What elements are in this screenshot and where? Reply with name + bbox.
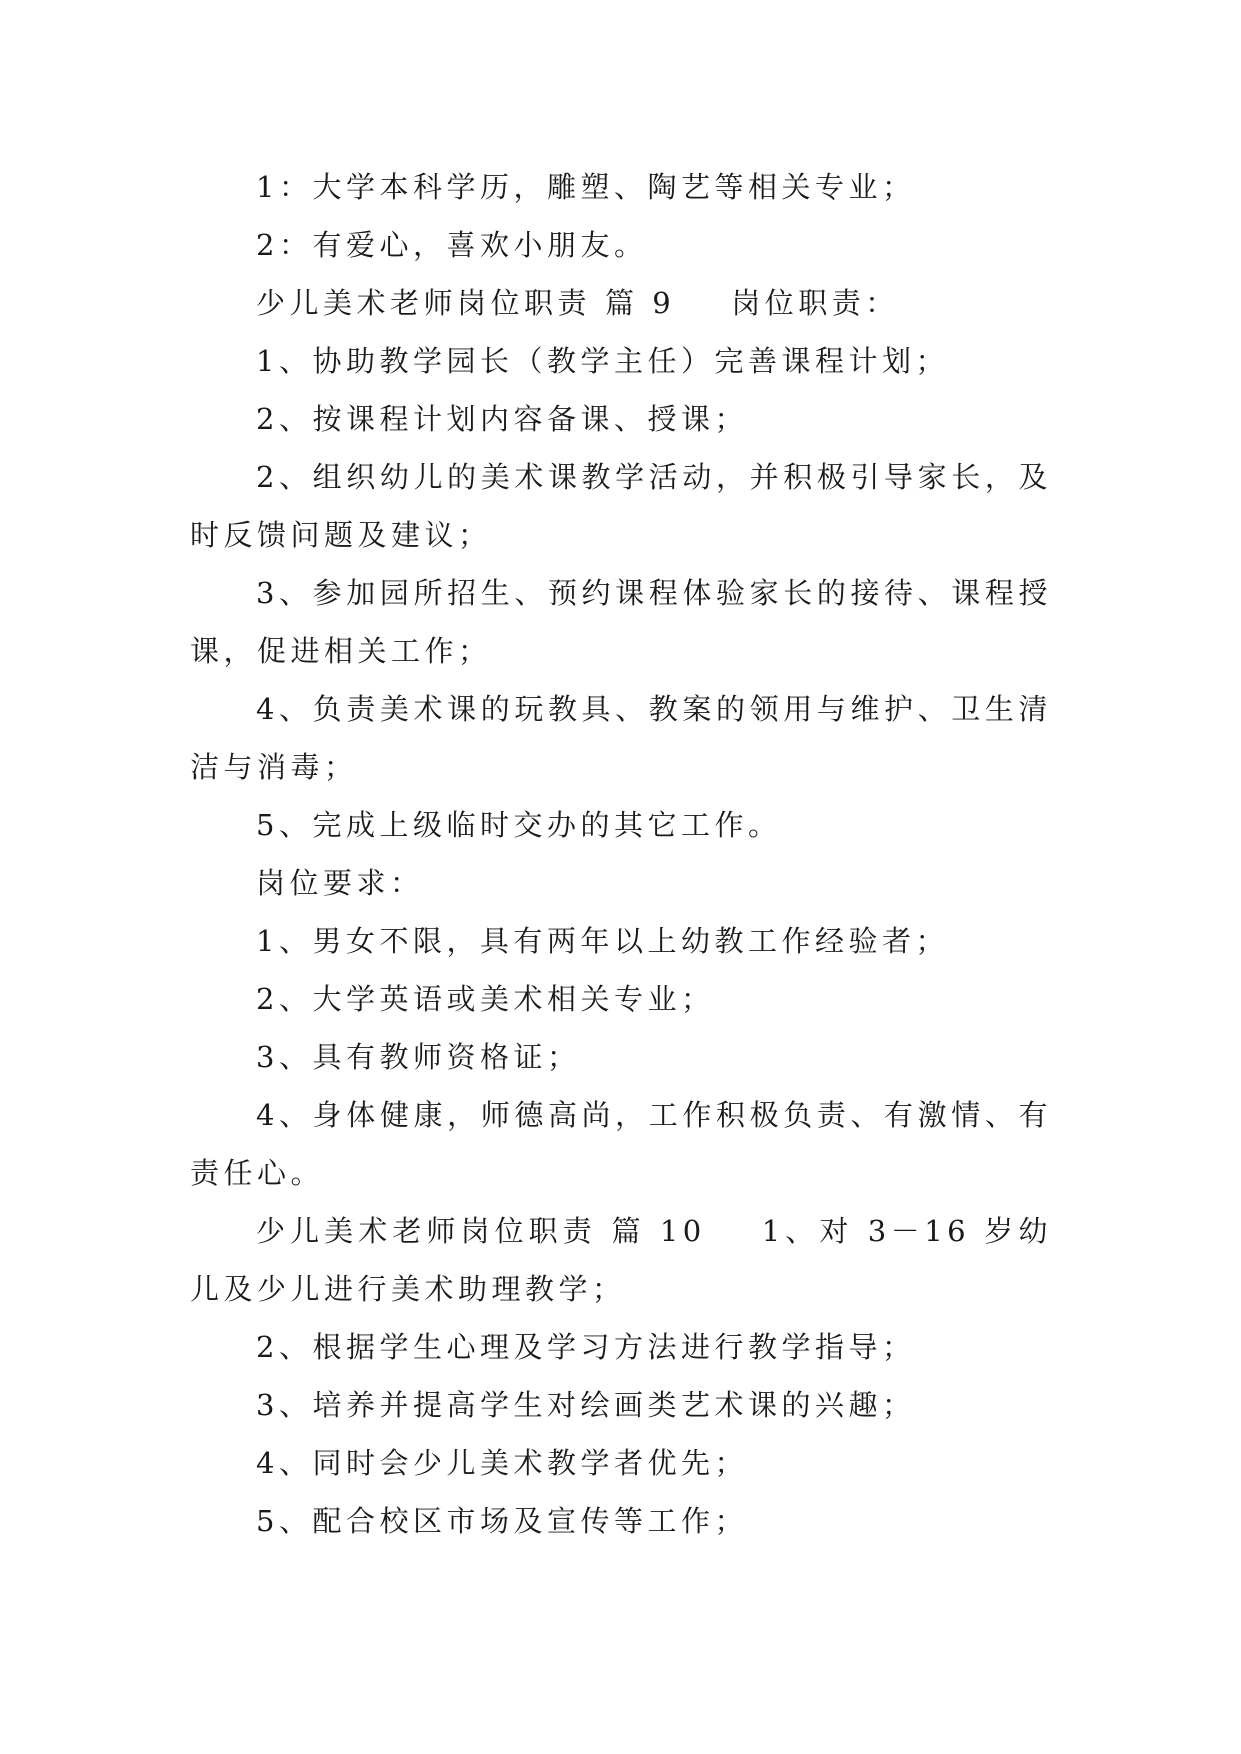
section-9-duty-item: 3、参加园所招生、预约课程体验家长的接待、课程授课，促进相关工作； <box>190 576 1052 668</box>
section-10-item: 4、同时会少儿美术教学者优先； <box>256 1446 748 1480</box>
section-9-duty-item: 2、按课程计划内容备课、授课； <box>256 402 748 436</box>
paragraph-line-1: 1：大学本科学历，雕塑、陶艺等相关专业； <box>256 170 916 204</box>
section-9-duties-heading: 岗位职责： <box>731 286 899 320</box>
section-9-heading <box>190 274 1052 332</box>
section-9-requirement-item: 4、身体健康，师德高尚，工作积极负责、有激情、有责任心。 <box>190 1098 1052 1190</box>
section-9-requirement-item: 2、大学英语或美术相关专业； <box>256 982 715 1016</box>
section-9-requirement-item: 1、男女不限，具有两年以上幼教工作经验者； <box>256 924 949 958</box>
section-10-item: 3、培养并提高学生对绘画类艺术课的兴趣； <box>256 1388 916 1422</box>
section-10-item: 2、根据学生心理及学习方法进行教学指导； <box>256 1330 916 1364</box>
section-9-duty-item: 1、协助教学园长（教学主任）完善课程计划； <box>256 344 949 378</box>
section-9-requirements-heading: 岗位要求： <box>256 866 424 900</box>
section-9-duty-item: 2、组织幼儿的美术课教学活动，并积极引导家长，及时反馈问题及建议； <box>190 460 1052 552</box>
section-10-heading <box>190 1202 1052 1318</box>
section-9-duty-item: 4、负责美术课的玩教具、教案的领用与维护、卫生清洁与消毒； <box>190 692 1052 784</box>
section-10-label: 篇 10 <box>610 1214 706 1248</box>
section-10-first-item: 1、对 3－16 岁幼儿及少儿进行美术助理教学； <box>190 1214 1052 1306</box>
section-10-title: 少儿美术老师岗位职责 <box>256 1214 597 1248</box>
section-9-requirement-item: 3、具有教师资格证； <box>256 1040 581 1074</box>
section-9-title: 少儿美术老师岗位职责 <box>256 286 592 320</box>
section-9-duty-item: 5、完成上级临时交办的其它工作。 <box>256 808 782 842</box>
document-body <box>190 158 1052 1550</box>
section-9-label: 篇 9 <box>605 286 676 320</box>
section-10-item: 5、配合校区市场及宣传等工作； <box>256 1504 748 1538</box>
paragraph-line-2: 2：有爱心，喜欢小朋友。 <box>256 228 648 262</box>
